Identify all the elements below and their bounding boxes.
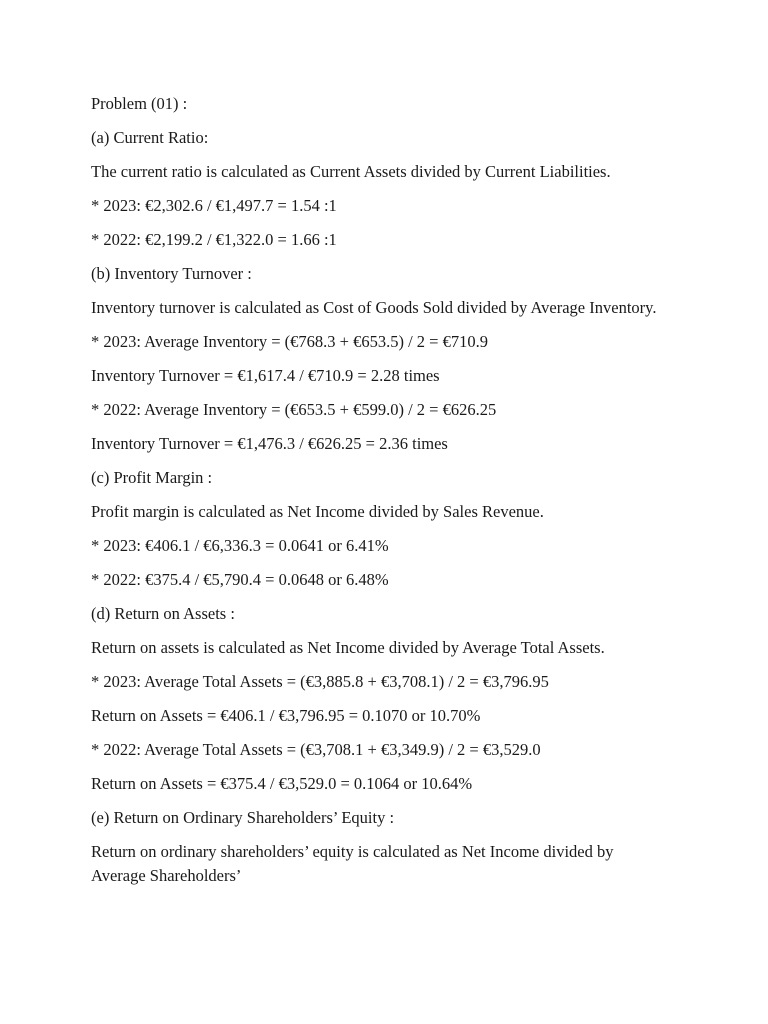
calculation-line: Return on Assets = €375.4 / €3,529.0 = 0.1064 or 10.64% — [91, 774, 473, 793]
calculation-line: * 2022: €375.4 / €5,790.4 = 0.0648 or 6.48% — [91, 570, 389, 589]
paragraph-return-on-equity-definition: Return on ordinary shareholders’ equity is calculated as Net Income divided by Average Shareholders’ — [91, 842, 614, 885]
calculation-line: * 2022: €2,199.2 / €1,322.0 = 1.66 :1 — [91, 230, 337, 249]
problem-heading: Problem (01) : — [91, 94, 188, 113]
paragraph-return-on-assets-definition: Return on assets is calculated as Net Income divided by Average Total Assets. — [91, 638, 605, 657]
section-heading-return-on-assets: (d) Return on Assets : — [91, 604, 235, 623]
section-heading-inventory-turnover: (b) Inventory Turnover : — [91, 264, 252, 283]
paragraph-inventory-turnover-definition: Inventory turnover is calculated as Cost of Goods Sold divided by Average Inventory. — [91, 298, 657, 317]
calculation-line: * 2022: Average Total Assets = (€3,708.1 + €3,349.9) / 2 = €3,529.0 — [91, 740, 541, 759]
section-heading-profit-margin: (c) Profit Margin : — [91, 468, 213, 487]
calculation-line: Return on Assets = €406.1 / €3,796.95 = 0.1070 or 10.70% — [91, 706, 481, 725]
calculation-line: * 2023: Average Inventory = (€768.3 + €653.5) / 2 = €710.9 — [91, 332, 488, 351]
section-heading-return-on-equity: (e) Return on Ordinary Shareholders’ Equity : — [91, 808, 395, 827]
calculation-line: * 2023: €406.1 / €6,336.3 = 0.0641 or 6.41% — [91, 536, 389, 555]
calculation-line: * 2023: €2,302.6 / €1,497.7 = 1.54 :1 — [91, 196, 337, 215]
section-heading-current-ratio: (a) Current Ratio: — [91, 128, 209, 147]
calculation-line: Inventory Turnover = €1,617.4 / €710.9 = 2.28 times — [91, 366, 440, 385]
calculation-line: * 2022: Average Inventory = (€653.5 + €599.0) / 2 = €626.25 — [91, 400, 497, 419]
calculation-line: Inventory Turnover = €1,476.3 / €626.25 = 2.36 times — [91, 434, 448, 453]
paragraph-profit-margin-definition: Profit margin is calculated as Net Income divided by Sales Revenue. — [91, 502, 544, 521]
paragraph-current-ratio-definition: The current ratio is calculated as Current Assets divided by Current Liabilities. — [91, 162, 611, 181]
document-body — [91, 92, 671, 898]
calculation-line: * 2023: Average Total Assets = (€3,885.8 + €3,708.1) / 2 = €3,796.95 — [91, 672, 549, 691]
